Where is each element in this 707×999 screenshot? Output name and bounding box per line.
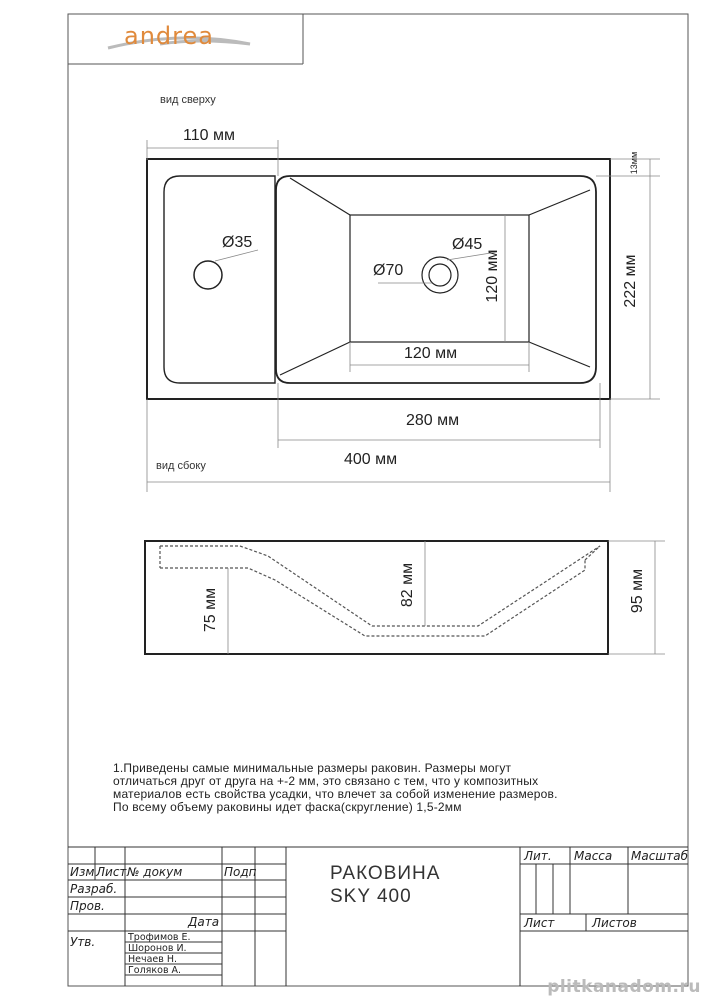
tb-person: Нечаев Н. (128, 954, 178, 965)
dim-d35: Ø35 (222, 234, 253, 251)
notes (113, 762, 558, 814)
drain-inner (429, 264, 451, 286)
tb-list2: Лист (524, 916, 555, 930)
note-line: 1.Приведены самые минимальные размеры раковин. Размеры могут (113, 761, 512, 775)
note-line: По всему объему раковины идет фаска(скругление) 1,5-2мм (113, 800, 462, 814)
dim-d45: Ø45 (452, 236, 483, 253)
view-side-label: вид сбоку (156, 460, 206, 472)
tb-utv: Утв. (70, 935, 96, 949)
tb-person: Голяков А. (128, 965, 182, 976)
note-line: отличаться друг от друга на +-2 мм, это связано с тем, что у композитных (113, 774, 539, 788)
dim-h120: 120 мм (484, 249, 501, 303)
tb-listov: Листов (592, 916, 637, 930)
dim-h95: 95 мм (629, 568, 646, 614)
tb-data: Дата (188, 915, 220, 929)
tb-doc-num: № докум (127, 865, 183, 879)
product-title-line2: SKY 400 (330, 886, 412, 907)
tap-hole (194, 261, 222, 289)
tb-list: Лист (96, 865, 127, 879)
tb-person: Трофимов Е. (128, 932, 191, 943)
dim-h75: 75 мм (202, 587, 219, 633)
tb-izm: Изм (70, 865, 95, 879)
drain-outer (422, 257, 458, 293)
side-dimensions (228, 541, 665, 654)
note-line: материалов есть свойства усадки, что влечет за собой изменение размеров. (113, 787, 558, 801)
watermark: plitkanadom.ru (547, 977, 701, 997)
tb-prov: Пров. (70, 899, 105, 913)
tb-razrab: Разраб. (70, 882, 118, 896)
dim-d70: Ø70 (373, 262, 404, 279)
tb-masshtab: Масштаб (631, 849, 689, 863)
dim-h13: 13мм (629, 151, 639, 175)
dim-h82: 82 мм (399, 562, 416, 608)
dim-w280: 280 мм (406, 412, 460, 429)
tb-lit: Лит. (524, 849, 552, 863)
side-contour-outer (160, 546, 600, 626)
dim-110: 110 мм (183, 127, 235, 144)
tb-person: Шоронов И. (128, 943, 187, 954)
dim-h222: 222 мм (622, 254, 639, 308)
view-top-label: вид сверху (160, 94, 216, 106)
tb-massa: Масса (574, 849, 613, 863)
dim-w120: 120 мм (404, 345, 458, 362)
tb-podp: Подп (224, 865, 257, 879)
product-title-line1: РАКОВИНА (330, 863, 441, 884)
logo: andrea (124, 22, 214, 50)
dim-w400: 400 мм (344, 451, 398, 468)
top-left-shelf (164, 176, 275, 383)
